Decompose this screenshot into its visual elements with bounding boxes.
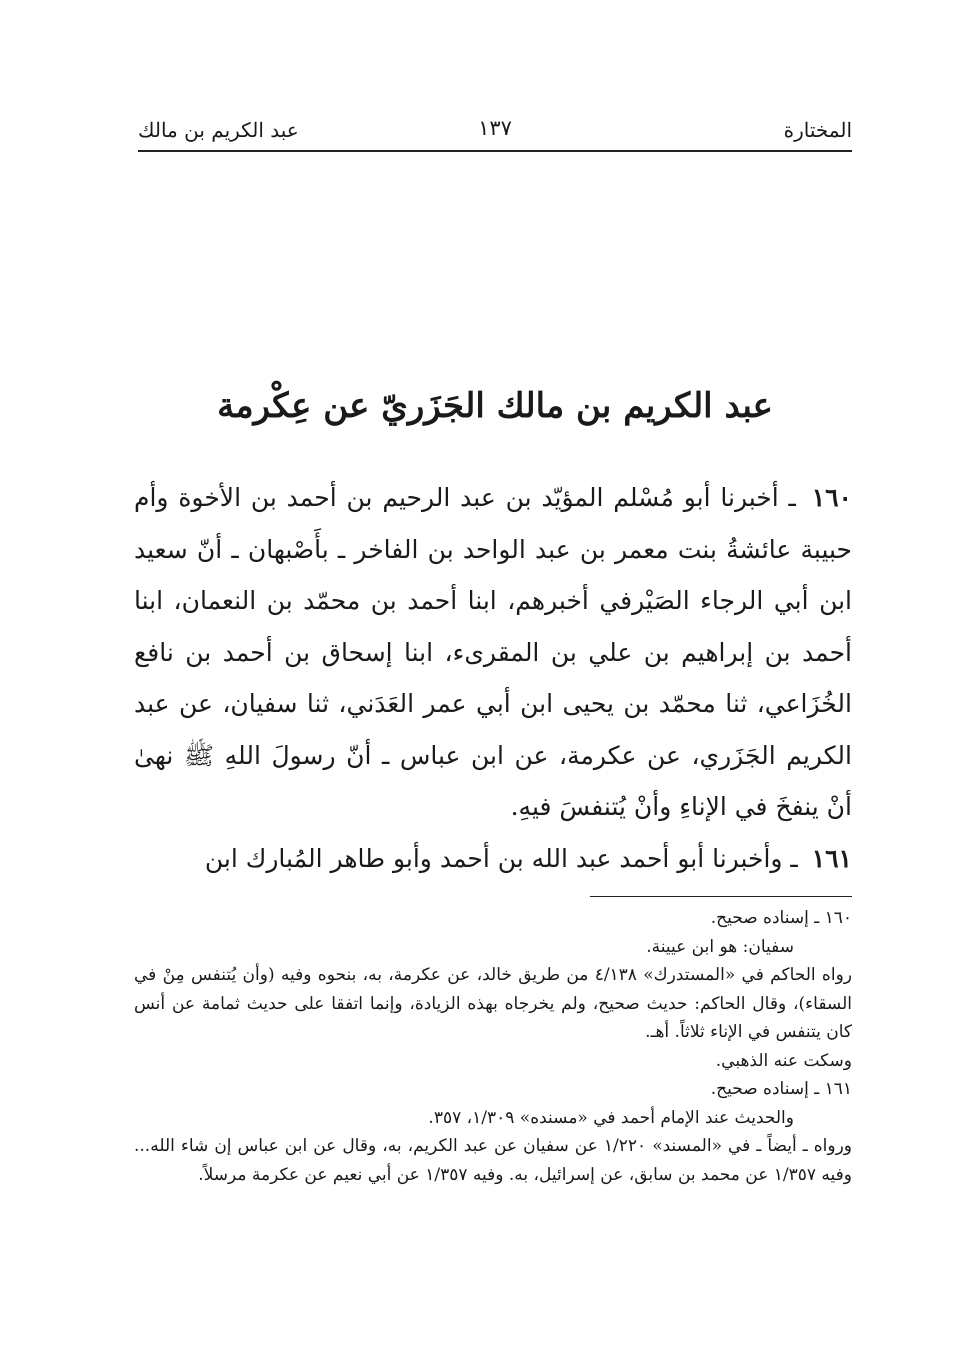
hadith-number: ١٦٠ bbox=[811, 483, 852, 512]
main-text bbox=[134, 472, 852, 884]
hadith-161 bbox=[134, 833, 852, 885]
hadith-number: ١٦١ bbox=[811, 843, 852, 873]
footnote-160-line: وسكت عنه الذهبي. bbox=[715, 1050, 852, 1071]
footnote-160-line: سفيان: هو ابن عيينة. bbox=[646, 936, 794, 957]
footnote-separator bbox=[590, 896, 852, 897]
footnotes bbox=[134, 904, 852, 1189]
running-header bbox=[138, 114, 852, 152]
hadith-160 bbox=[134, 472, 852, 833]
footnote-160-heading: ١٦٠ ـ إسناده صحيح. bbox=[710, 908, 852, 928]
footnote-161-line: والحديث عند الإمام أحمد في «مسنده» ١/٣٠٩، ٣٥٧. bbox=[428, 1107, 794, 1128]
chapter-title: عبد الكريم بن مالك الجَزَريّ عن عِكْرمة bbox=[217, 386, 773, 426]
page-number: ١٣٧ bbox=[478, 116, 512, 140]
hadith-text: ـ أخبرنا أبو مُسْلم المؤيّد بن عبد الرحيم بن أحمد بن الأخوة وأم حبيبة عائشةُ بنت معمر بن عبد الواحد بن الفاخر ـ بأَصْبهان ـ أنّ سعيد ابن أبي الرجاء الصَيْرفي أخبرهم، ابنا أحمد بن محمّد بن النعمان، ابنا أحمد بن إبراهيم بن علي بن المقرىء، ابنا إسحاق بن أحمد بن نافع الخُزَاعي، ثنا محمّد بن يحيى ابن أبي عمر العَدَني، ثنا سفيان، عن عبد الكريم الجَزَري، عن عكرمة، عن ابن عباس ـ أنّ رسولَ اللهِ ﷺ نهىٰ أنْ ينفخَ في الإناءِ وأنْ يُتنفسَ فيهِ. bbox=[134, 483, 852, 821]
footnote-161-heading: ١٦١ ـ إسناده صحيح. bbox=[710, 1079, 852, 1099]
book-title: المختارة bbox=[783, 118, 852, 142]
hadith-text: ـ وأخبرنا أبو أحمد عبد الله بن أحمد وأبو طاهر المُبارك ابن bbox=[204, 843, 798, 873]
chapter-running-title: عبد الكريم بن مالك bbox=[138, 118, 299, 142]
footnote-160-line: رواه الحاكم في «المستدرك» ٤/١٣٨ من طريق خالد، عن عكرمة، به، بنحوه وفيه (وأن يُتنفس مِنْ في السقاء)، وقال الحاكم: حديث صحيح، ولم يخرجاه بهذه الزيادة، وإنما اتفقا على حديث ثمامة عن أنس كان يتنفس في الإناء ثلاثاً. أهـ. bbox=[134, 965, 852, 1042]
footnote-161-line: ورواه ـ أيضاً ـ في «المسند» ١/٢٢٠ عن سفيان عن عبد الكريم، به، وقال عن ابن عباس إن شاء الله... وفيه ١/٣٥٧ عن محمد بن سابق، عن إسرائيل، به. وفيه ١/٣٥٧ عن أبي نعيم عن عكرمة مرسلاً. bbox=[134, 1136, 852, 1185]
